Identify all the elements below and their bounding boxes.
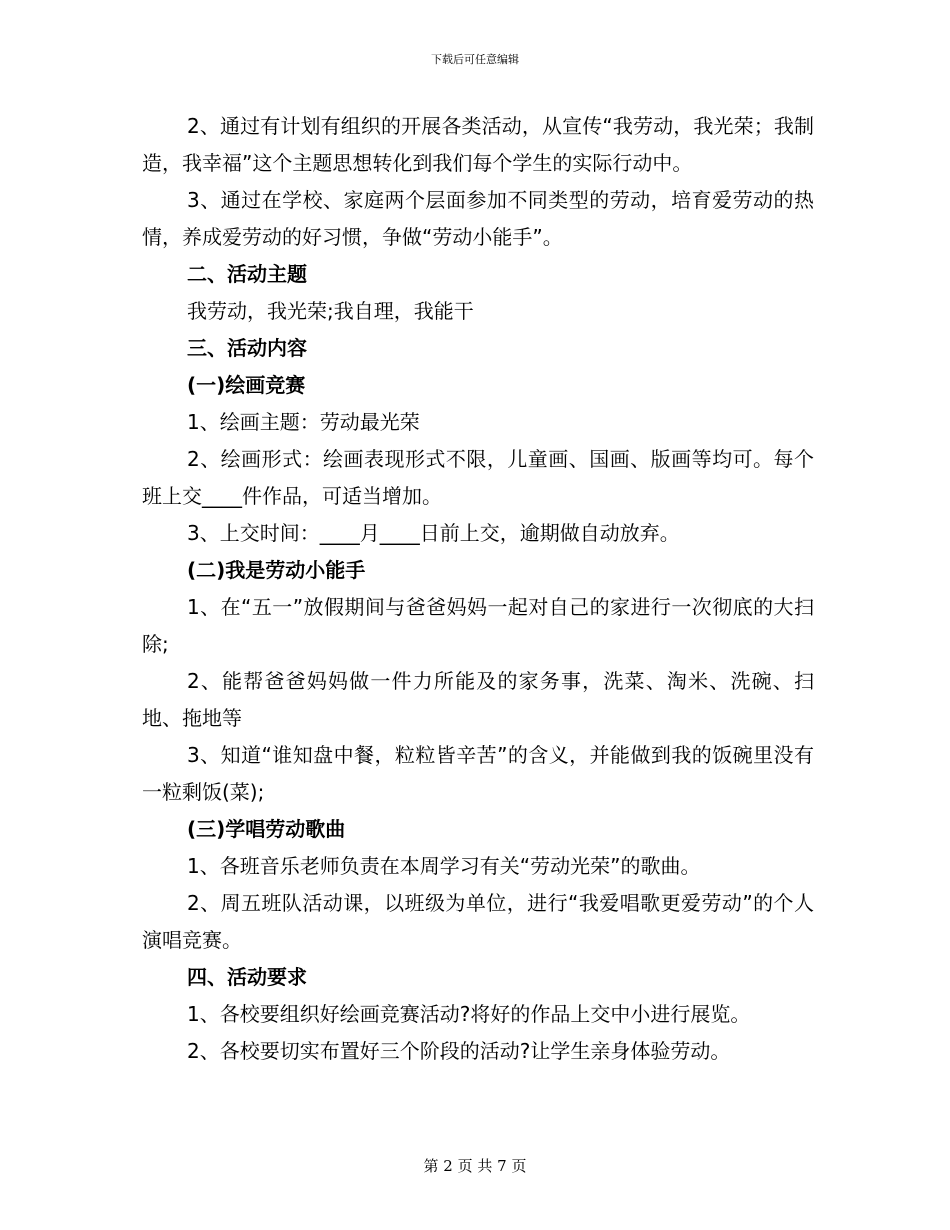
paragraph: 我劳动，我光荣;我自理，我能干 — [187, 299, 474, 323]
paragraph: 2、绘画形式：绘画表现形式不限，儿童画、国画、版画等均可。每个班上交____件作品，可适当增加。 — [142, 447, 814, 508]
paragraph: 2、各校要切实布置好三个阶段的活动?让学生亲身体验劳动。 — [187, 1039, 731, 1063]
paragraph: 1、各班音乐老师负责在本周学习有关“劳动光荣”的歌曲。 — [187, 854, 701, 878]
page-header: 下载后可任意编辑 — [431, 53, 519, 66]
subsection-heading: (三)学唱劳动歌曲 — [187, 817, 346, 841]
paragraph: 2、能帮爸爸妈妈做一件力所能及的家务事，洗菜、淘米、洗碗、扫地、拖地等 — [142, 669, 814, 730]
section-heading: 二、活动主题 — [187, 262, 307, 286]
paragraph: 3、通过在学校、家庭两个层面参加不同类型的劳动，培育爱劳动的热情，养成爱劳动的好习惯，争做“劳动小能手”。 — [142, 188, 814, 249]
page-footer: 第 2 页 共 7 页 — [423, 1157, 527, 1175]
section-heading: 四、活动要求 — [187, 965, 307, 989]
paragraph: 1、各校要组织好绘画竞赛活动?将好的作品上交中小进行展览。 — [187, 1002, 751, 1026]
subsection-heading: (二)我是劳动小能手 — [187, 558, 366, 582]
paragraph: 3、知道“谁知盘中餐，粒粒皆辛苦”的含义，并能做到我的饭碗里没有一粒剩饭(菜); — [142, 743, 814, 804]
paragraph: 3、上交时间：____月____日前上交，逾期做自动放弃。 — [187, 521, 680, 545]
paragraph: 2、通过有计划有组织的开展各类活动，从宣传“我劳动，我光荣；我制造，我幸福”这个主题思想转化到我们每个学生的实际行动中。 — [142, 114, 814, 175]
document-body — [142, 108, 814, 1070]
paragraph: 1、绘画主题：劳动最光荣 — [187, 410, 420, 434]
section-heading: 三、活动内容 — [187, 336, 307, 360]
paragraph: 2、周五班队活动课，以班级为单位，进行“我爱唱歌更爱劳动”的个人演唱竞赛。 — [142, 891, 814, 952]
subsection-heading: (一)绘画竞赛 — [187, 373, 306, 397]
paragraph: 1、在“五一”放假期间与爸爸妈妈一起对自己的家进行一次彻底的大扫除; — [142, 595, 814, 656]
